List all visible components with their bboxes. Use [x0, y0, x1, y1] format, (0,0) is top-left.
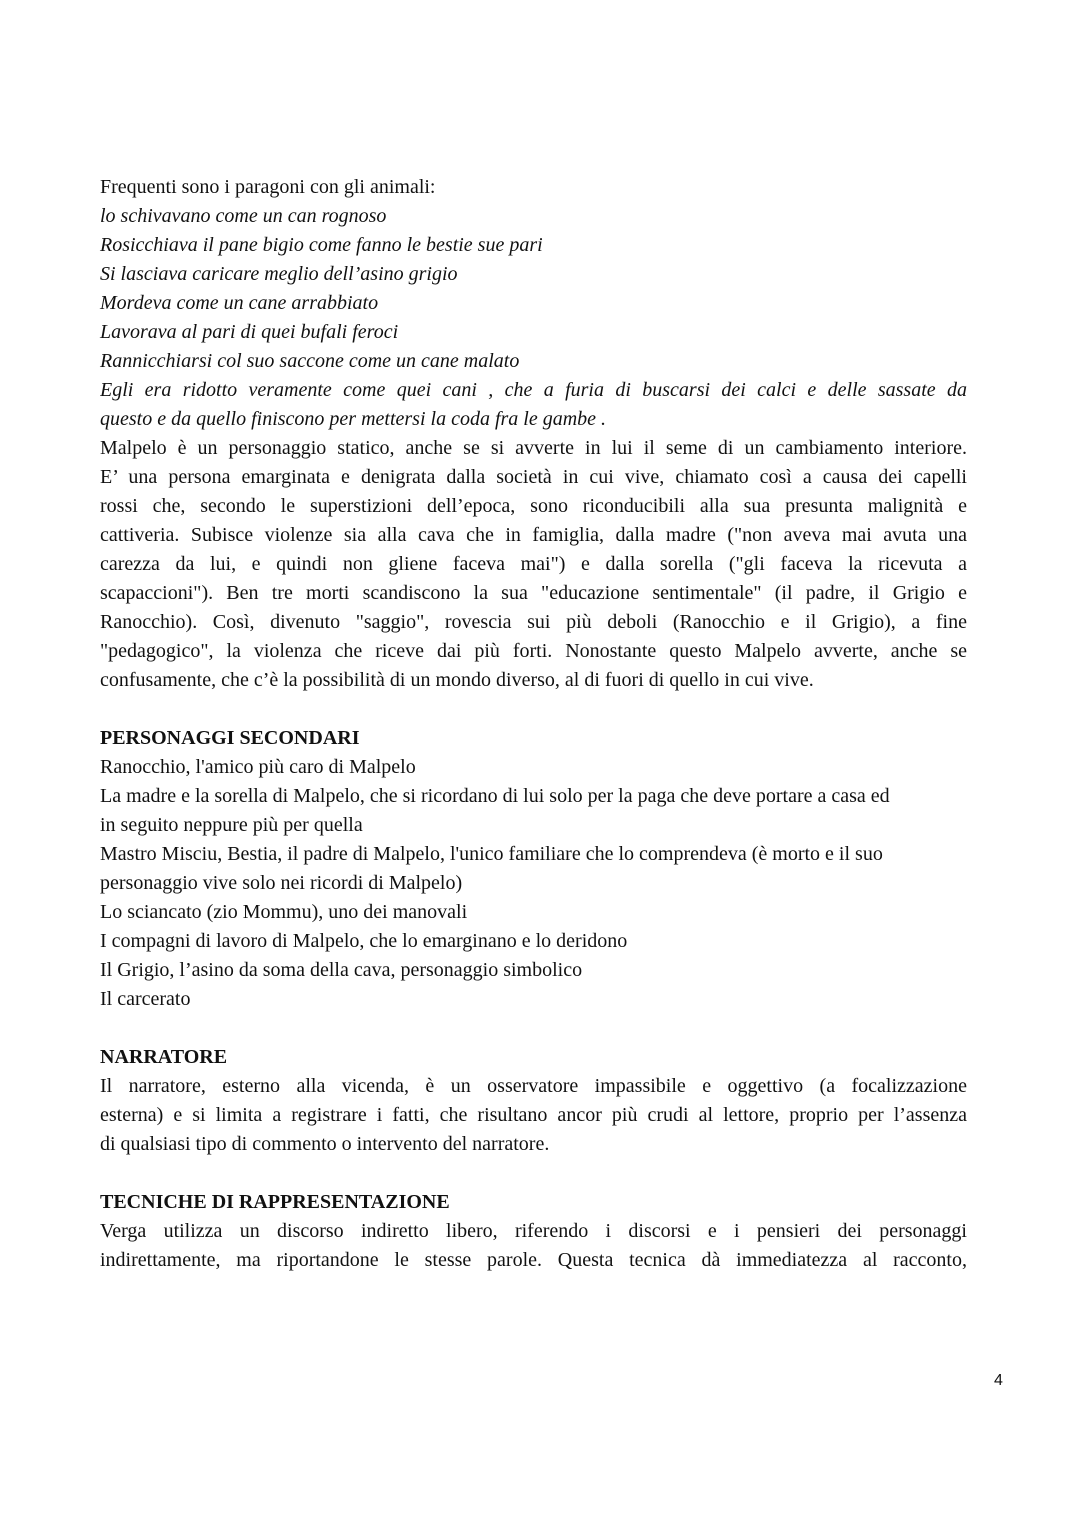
section-spacer: [100, 1159, 967, 1188]
section-spacer: [100, 1014, 967, 1043]
text-line: Rosicchiava il pane bigio come fanno le bestie sue pari: [100, 234, 543, 256]
section-spacer: [100, 695, 967, 724]
text-line: personaggio vive solo nei ricordi di Malpelo): [100, 872, 463, 894]
text-line: Ranocchio, l'amico più caro di Malpelo: [100, 756, 416, 778]
text-line: cattiveria. Subisce violenze sia alla cava che in famiglia, dalla madre ("non aveva mai avuta una: [100, 524, 967, 546]
text-line: La madre e la sorella di Malpelo, che si ricordano di lui solo per la paga che deve portare a casa ed: [100, 785, 890, 807]
text-line: Frequenti sono i paragoni con gli animali:: [100, 176, 436, 198]
document-page: [100, 173, 967, 1275]
text-line: Malpelo è un personaggio statico, anche se si avverte in lui il seme di un cambiamento interiore.: [100, 437, 967, 459]
text-line: Rannicchiarsi col suo saccone come un cane malato: [100, 350, 520, 372]
text-line: di qualsiasi tipo di commento o intervento del narratore.: [100, 1133, 550, 1155]
section-narratore: [100, 1043, 967, 1159]
text-line: Verga utilizza un discorso indiretto libero, riferendo i discorsi e i pensieri dei personaggi: [100, 1220, 967, 1242]
text-line: Il Grigio, l’asino da soma della cava, personaggio simbolico: [100, 959, 583, 981]
text-line: Lavorava al pari di quei bufali feroci: [100, 321, 399, 343]
text-line: I compagni di lavoro di Malpelo, che lo emarginano e lo deridono: [100, 930, 628, 952]
text-line: Si lasciava caricare meglio dell’asino grigio: [100, 263, 458, 285]
text-line: Lo sciancato (zio Mommu), uno dei manovali: [100, 901, 468, 923]
text-line: in seguito neppure più per quella: [100, 814, 363, 836]
text-line: carezza da lui, e quindi non gliene faceva mai") e dalla sorella ("gli faceva la ricevuta a: [100, 553, 967, 575]
text-line: confusamente, che c’è la possibilità di un mondo diverso, al di fuori di quello in cui vive.: [100, 669, 814, 691]
text-line: Ranocchio). Così, divenuto "saggio", rovescia sui più deboli (Ranocchio e il Grigio), a fine: [100, 611, 967, 633]
section-tecniche-di-rappresentazione: [100, 1188, 967, 1275]
text-line: Il narratore, esterno alla vicenda, è un osservatore impassibile e oggettivo (a focalizzazione: [100, 1075, 967, 1097]
section-animal-comparisons: [100, 173, 967, 695]
section-heading: PERSONAGGI SECONDARI: [100, 727, 360, 749]
text-line: questo e da quello finiscono per mettersi la coda fra le gambe .: [100, 408, 607, 430]
text-line: indirettamente, ma riportandone le stesse parole. Questa tecnica dà immediatezza al racconto,: [100, 1249, 967, 1271]
page-number: 4: [994, 1372, 1003, 1389]
text-line: lo schivavano come un can rognoso: [100, 205, 387, 227]
text-line: Egli era ridotto veramente come quei cani , che a furia di buscarsi dei calci e delle sassate da: [100, 379, 967, 401]
text-line: "pedagogico", la violenza che riceve dai più forti. Nonostante questo Malpelo avverte, anche se: [100, 640, 967, 662]
text-line: Il carcerato: [100, 988, 191, 1010]
text-line: E’ una persona emarginata e denigrata dalla società in cui vive, chiamato così a causa dei capelli: [100, 466, 967, 488]
text-line: scapaccioni"). Ben tre morti scandiscono la sua "educazione sentimentale" (il padre, il Grigio e: [100, 582, 967, 604]
text-line: rossi che, secondo le superstizioni dell’epoca, sono riconducibili alla sua presunta malignità e: [100, 495, 967, 517]
section-heading: NARRATORE: [100, 1046, 228, 1068]
section-heading: TECNICHE DI RAPPRESENTAZIONE: [100, 1191, 450, 1213]
text-line: esterna) e si limita a registrare i fatti, che risultano ancor più crudi al lettore, proprio per l’assenza: [100, 1104, 967, 1126]
text-line: Mastro Misciu, Bestia, il padre di Malpelo, l'unico familiare che lo comprendeva (è morto e il suo: [100, 843, 883, 865]
text-line: Mordeva come un cane arrabbiato: [100, 292, 379, 314]
section-personaggi-secondari: [100, 724, 967, 1014]
